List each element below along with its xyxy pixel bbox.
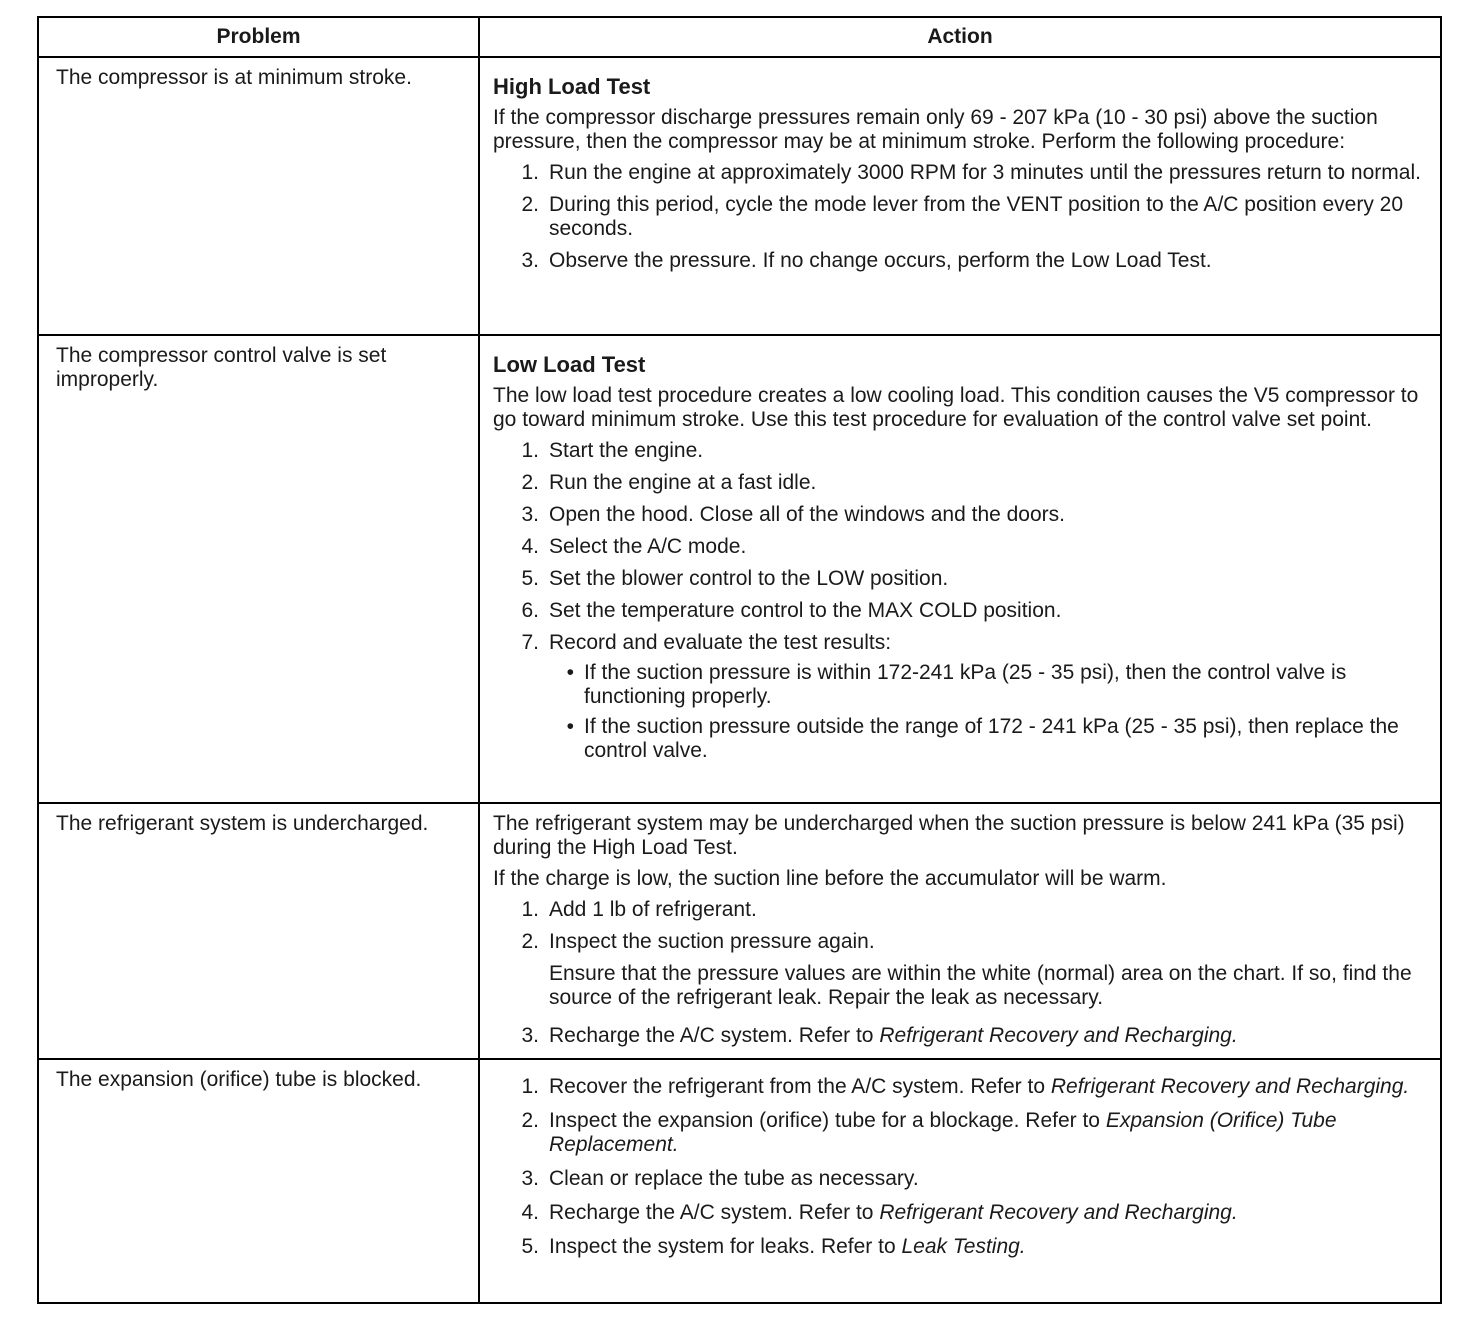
action-cell <box>480 804 1440 1058</box>
troubleshooting-table <box>37 16 1442 1304</box>
list-item: 5. Set the blower control to the LOW position. <box>521 567 949 590</box>
section-title: High Load Test <box>493 74 651 99</box>
header-action: Action <box>927 25 993 48</box>
list-item: 1. Recover the refrigerant from the A/C system. Refer to Refrigerant Recovery and Recharging. <box>521 1075 1410 1098</box>
section-title: Low Load Test <box>493 352 646 377</box>
step-note: Ensure that the pressure values are within the white (normal) area on the chart. If so, find the source of the refrigerant leak. Repair the leak as necessary. <box>549 962 1412 1009</box>
step-list <box>493 161 1432 273</box>
table-row <box>39 56 1440 334</box>
list-item: 4. Select the A/C mode. <box>521 535 747 558</box>
bullet-item: • If the suction pressure is within 172-241 kPa (25 - 35 psi), then the control valve is functioning properly. <box>549 661 1432 709</box>
reference-link[interactable]: Refrigerant Recovery and Recharging. <box>879 1024 1238 1047</box>
paragraph: If the charge is low, the suction line before the accumulator will be warm. <box>493 867 1167 890</box>
list-item: 2. Run the engine at a fast idle. <box>521 471 817 494</box>
paragraph: The refrigerant system may be undercharged when the suction pressure is below 241 kPa (35 psi) during the High Load Test. <box>493 812 1405 859</box>
table-row <box>39 1058 1440 1302</box>
header-problem: Problem <box>39 18 480 56</box>
paragraph: If the compressor discharge pressures remain only 69 - 207 kPa (10 - 30 psi) above the suction pressure, then the compressor may be at minimum stroke. Perform the following procedure: <box>493 106 1378 153</box>
step-list <box>493 1075 1432 1259</box>
reference-link[interactable]: Expansion (Orifice) Tube Replacement. <box>549 1109 1337 1156</box>
list-item: 2. Inspect the suction pressure again. Ensure that the pressure values are within the white (normal) area on the chart. If so, find the source of the refrigerant leak. Repair the leak as necessary. <box>493 930 1432 1016</box>
list-item: 1. Run the engine at approximately 3000 RPM for 3 minutes until the pressures return to normal. <box>521 161 1421 184</box>
list-item: 7. Record and evaluate the test results: • If the suction pressure is within 172-241 kPa (25 - 35 psi), then the control valve is functioning properly. • If the suction pressure outside the range of 172 - 241 kPa (25 - 35 psi), then replace the control valve. <box>493 631 1432 763</box>
list-item: 1. Add 1 lb of refrigerant. <box>521 898 757 921</box>
action-cell <box>480 1060 1440 1302</box>
list-item: 2. During this period, cycle the mode lever from the VENT position to the A/C position every 20 seconds. <box>521 193 1404 240</box>
action-cell <box>480 58 1440 334</box>
step-list <box>493 898 1432 1048</box>
problem-cell: The refrigerant system is undercharged. <box>39 804 480 1058</box>
problem-cell: The compressor control valve is set improperly. <box>39 336 480 802</box>
table-row <box>39 334 1440 802</box>
list-item: 4. Recharge the A/C system. Refer to Refrigerant Recovery and Recharging. <box>521 1201 1238 1224</box>
problem-cell: The compressor is at minimum stroke. <box>39 58 480 334</box>
problem-cell: The expansion (orifice) tube is blocked. <box>39 1060 480 1302</box>
list-item: 1. Start the engine. <box>521 439 704 462</box>
paragraph: The low load test procedure creates a low cooling load. This condition causes the V5 compressor to go toward minimum stroke. Use this test procedure for evaluation of the control valve set point. <box>493 384 1419 431</box>
bullet-icon: • <box>566 661 574 684</box>
table-header <box>39 18 1440 56</box>
list-item: 3. Open the hood. Close all of the windows and the doors. <box>521 503 1065 526</box>
list-item: 3. Recharge the A/C system. Refer to Refrigerant Recovery and Recharging. <box>521 1024 1238 1047</box>
reference-link[interactable]: Refrigerant Recovery and Recharging. <box>879 1201 1238 1224</box>
bullet-icon: • <box>566 715 574 738</box>
step-list <box>493 439 1432 763</box>
reference-link[interactable]: Leak Testing. <box>901 1235 1026 1258</box>
list-item: 6. Set the temperature control to the MAX COLD position. <box>521 599 1062 622</box>
list-item: 5. Inspect the system for leaks. Refer to Leak Testing. <box>521 1235 1026 1258</box>
table-row <box>39 802 1440 1058</box>
list-item: 3. Observe the pressure. If no change occurs, perform the Low Load Test. <box>521 249 1212 272</box>
bullet-item: • If the suction pressure outside the range of 172 - 241 kPa (25 - 35 psi), then replace the control valve. <box>549 715 1432 763</box>
list-item: 2. Inspect the expansion (orifice) tube for a blockage. Refer to Expansion (Orifice) Tube Replacement. <box>521 1109 1337 1156</box>
reference-link[interactable]: Refrigerant Recovery and Recharging. <box>1050 1075 1410 1098</box>
list-item: 3. Clean or replace the tube as necessary. <box>521 1167 919 1190</box>
action-cell <box>480 336 1440 802</box>
